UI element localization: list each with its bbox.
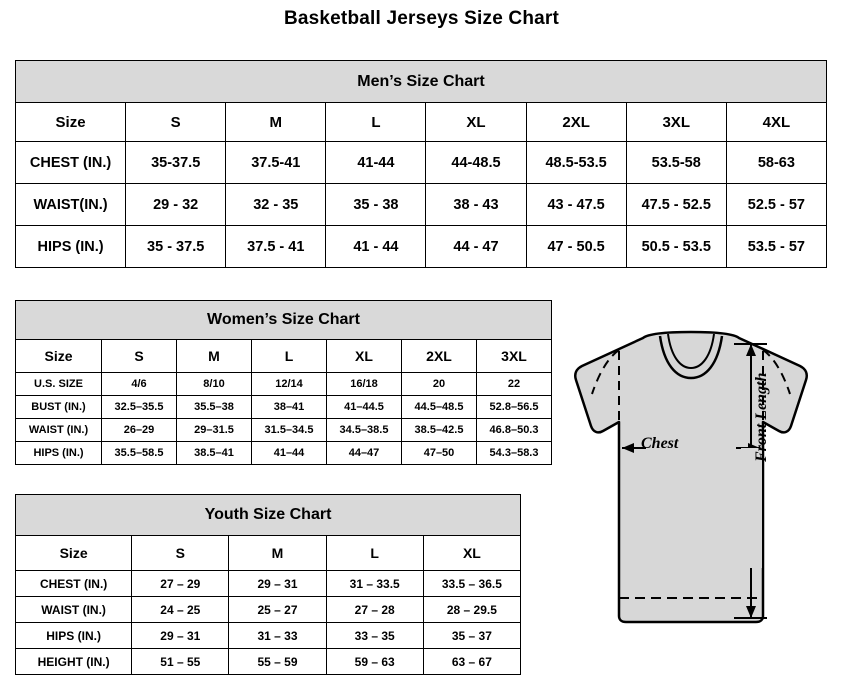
table-cell: 29 – 31 [132,623,229,649]
front-length-measurement-label: Front Length [753,372,770,462]
table-cell: 28 – 29.5 [423,597,520,623]
table-row [16,597,521,623]
table-row [16,396,552,419]
table-cell: 29 – 31 [229,571,326,597]
table-cell: 54.3–58.3 [477,442,552,465]
table-cell: 26–29 [102,419,177,442]
page-title: Basketball Jerseys Size Chart [283,8,560,29]
table-cell: 16/18 [327,373,402,396]
table-cell: 41–44 [252,442,327,465]
table-cell: 46.8–50.3 [477,419,552,442]
table-cell: 37.5 - 41 [226,226,326,268]
table-row [16,142,827,184]
column-header: XL [423,536,520,571]
table-row [16,623,521,649]
table-cell: 55 – 59 [229,649,326,675]
table-cell: 51 – 55 [132,649,229,675]
table-cell: 53.5 - 57 [726,226,826,268]
table-header-row [16,536,521,571]
table-cell: 32 - 35 [226,184,326,226]
row-label: CHEST (IN.) [16,142,126,184]
row-label: U.S. SIZE [16,373,102,396]
row-label: WAIST (IN.) [16,597,132,623]
table-cell: 35 - 38 [326,184,426,226]
table-cell: 22 [477,373,552,396]
table-cell: 44.5–48.5 [402,396,477,419]
womens-size-chart-table [15,300,552,465]
column-header: XL [426,103,526,142]
column-header: Size [16,103,126,142]
row-label: HIPS (IN.) [16,442,102,465]
table-cell: 58-63 [726,142,826,184]
mens-chart-caption: Men’s Size Chart [16,61,827,103]
table-header-row [16,340,552,373]
table-cell: 35.5–38 [177,396,252,419]
table-cell: 29–31.5 [177,419,252,442]
column-header: 2XL [526,103,626,142]
column-header: XL [327,340,402,373]
column-header: Size [16,536,132,571]
table-cell: 35 – 37 [423,623,520,649]
table-row [16,442,552,465]
row-label: BUST (IN.) [16,396,102,419]
table-cell: 44–47 [327,442,402,465]
column-header: M [177,340,252,373]
table-cell: 48.5-53.5 [526,142,626,184]
table-cell: 35 - 37.5 [126,226,226,268]
row-label: HIPS (IN.) [16,226,126,268]
table-row [16,373,552,396]
row-label: WAIST (IN.) [16,419,102,442]
table-cell: 47.5 - 52.5 [626,184,726,226]
table-cell: 29 - 32 [126,184,226,226]
table-cell: 27 – 28 [326,597,423,623]
table-cell: 41 - 44 [326,226,426,268]
row-label: HIPS (IN.) [16,623,132,649]
jersey-outline-icon [548,330,838,660]
table-cell: 32.5–35.5 [102,396,177,419]
table-cell: 52.5 - 57 [726,184,826,226]
column-header: 2XL [402,340,477,373]
column-header: 3XL [477,340,552,373]
table-row [16,184,827,226]
table-cell: 33.5 – 36.5 [423,571,520,597]
table-cell: 63 – 67 [423,649,520,675]
table-cell: 12/14 [252,373,327,396]
table-cell: 38 - 43 [426,184,526,226]
table-cell: 41–44.5 [327,396,402,419]
table-cell: 31.5–34.5 [252,419,327,442]
table-cell: 4/6 [102,373,177,396]
table-cell: 44 - 47 [426,226,526,268]
mens-size-chart-table [15,60,827,268]
table-cell: 35-37.5 [126,142,226,184]
table-cell: 38.5–41 [177,442,252,465]
table-row [16,649,521,675]
youth-size-chart-table [15,494,521,675]
jersey-measurement-diagram [548,330,838,660]
table-cell: 47–50 [402,442,477,465]
table-cell: 47 - 50.5 [526,226,626,268]
column-header: L [252,340,327,373]
table-cell: 24 – 25 [132,597,229,623]
table-row [16,226,827,268]
table-cell: 31 – 33 [229,623,326,649]
table-header-row [16,103,827,142]
table-cell: 31 – 33.5 [326,571,423,597]
table-cell: 41-44 [326,142,426,184]
column-header: S [126,103,226,142]
row-label: CHEST (IN.) [16,571,132,597]
womens-chart-caption: Women’s Size Chart [16,301,552,340]
table-cell: 33 – 35 [326,623,423,649]
table-cell: 59 – 63 [326,649,423,675]
table-cell: 27 – 29 [132,571,229,597]
column-header: 3XL [626,103,726,142]
table-cell: 44-48.5 [426,142,526,184]
column-header: S [132,536,229,571]
table-row [16,419,552,442]
table-cell: 53.5-58 [626,142,726,184]
table-cell: 37.5-41 [226,142,326,184]
chest-measurement-label: Chest [641,435,679,452]
column-header: 4XL [726,103,826,142]
table-cell: 34.5–38.5 [327,419,402,442]
column-header: M [229,536,326,571]
table-row [16,571,521,597]
column-header: L [326,536,423,571]
table-cell: 35.5–58.5 [102,442,177,465]
table-cell: 38–41 [252,396,327,419]
column-header: S [102,340,177,373]
table-cell: 38.5–42.5 [402,419,477,442]
column-header: Size [16,340,102,373]
youth-chart-caption: Youth Size Chart [16,495,521,536]
column-header: L [326,103,426,142]
row-label: WAIST(IN.) [16,184,126,226]
column-header: M [226,103,326,142]
table-cell: 52.8–56.5 [477,396,552,419]
table-cell: 20 [402,373,477,396]
table-cell: 8/10 [177,373,252,396]
table-cell: 43 - 47.5 [526,184,626,226]
row-label: HEIGHT (IN.) [16,649,132,675]
table-cell: 50.5 - 53.5 [626,226,726,268]
table-cell: 25 – 27 [229,597,326,623]
